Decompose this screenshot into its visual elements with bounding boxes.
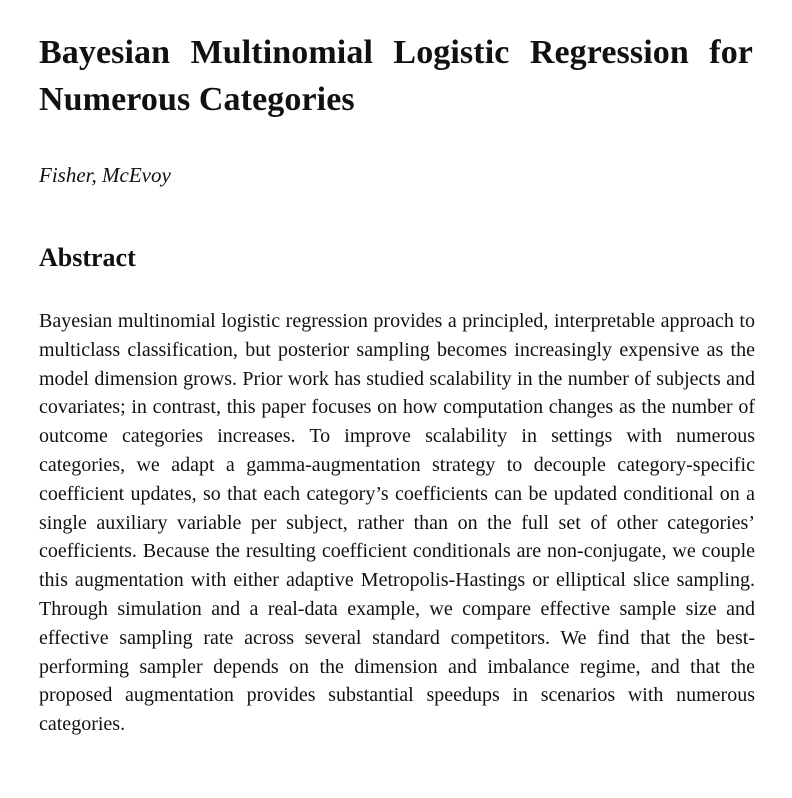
abstract-heading: Abstract	[39, 243, 136, 272]
abstract-text: Bayesian multinomial logistic regression provides a principled, interpretable approach to multiclass classification, but posterior sampling becomes increasingly expensive as the model dimension grows. Prior work has studied scalability in the number of subjects and covariates; in contrast, this paper focuses on how computation changes as the number of outcome categories increases. To improve scalability in settings with numerous categories, we adapt a gamma-augmentation strategy to decouple category-specific coefficient updates, so that each category’s coefficients can be updated conditional on a single auxiliary variable per subject, rather than on the full set of other categories’ coefficients. Because the resulting coefficient conditionals are non-conjugate, we couple this augmentation with either adaptive Metropolis-Hastings or elliptical slice sampling. Through simulation and a real-data example, we compare effective sample size and effective sampling rate across several standard competitors. We find that the best-performing sampler depends on the dimension and imbalance regime, and that the proposed augmentation provides substantial speedups in scenarios with numerous categories.	[39, 310, 755, 736]
paper-title: Bayesian Multinomial Logistic Regression for Numerous Categories	[39, 34, 753, 118]
paper-authors: Fisher, McEvoy	[39, 163, 171, 187]
